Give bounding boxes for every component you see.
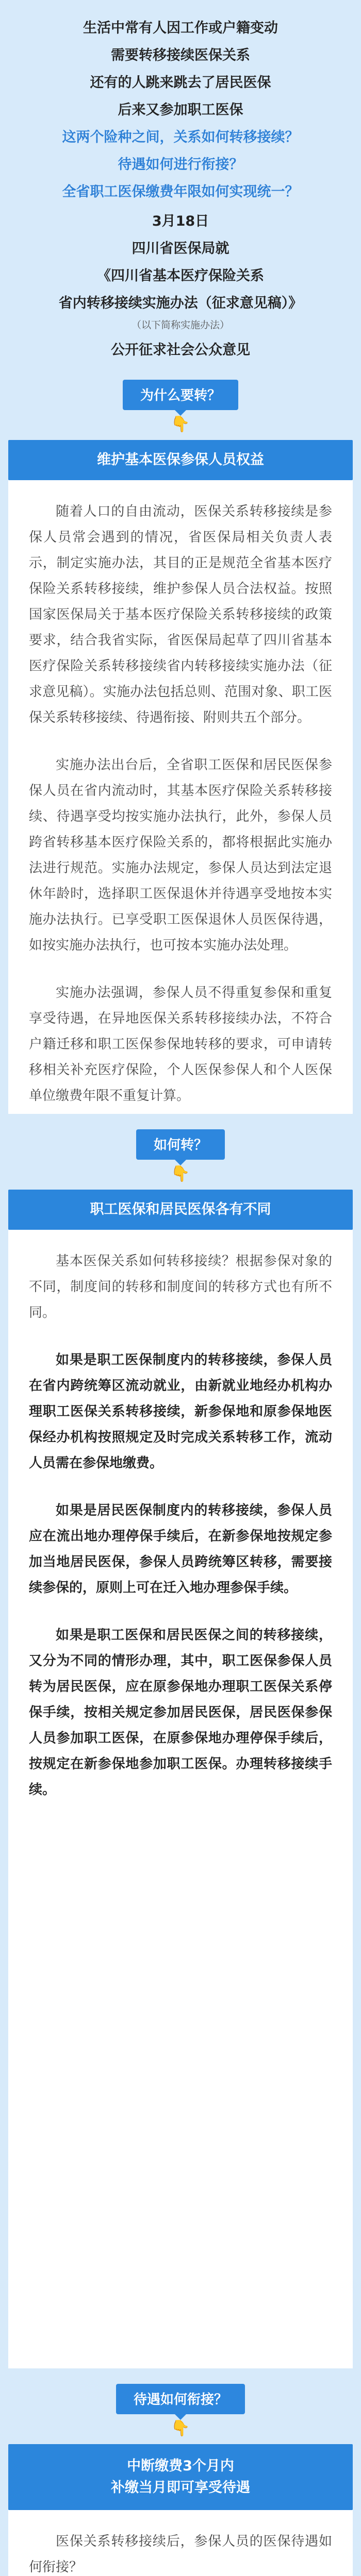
intro-note: （以下简称实施办法） <box>131 319 229 331</box>
section-band: 职工医保和居民医保各有不同 <box>8 1190 353 1230</box>
paragraph: 实施办法强调，参保人员不得重复参保和重复享受待遇，在异地医保关系转移接续办法，不符合户籍迁移和职工医保参保地转移的要求，可申请转移相关补充医疗保险，个人医保参保人和个人医保单位缴费年限不重复计算。 <box>29 985 332 1104</box>
section-how <box>0 1129 361 2368</box>
intro-line: 生活中常有人因工作或户籍变动 <box>83 20 278 36</box>
section-heading <box>0 2384 361 2440</box>
section-band: 中断缴费3个月内 补缴当月即可享受待遇 <box>8 2444 353 2510</box>
section-card <box>8 480 353 1114</box>
section-tag: 待遇如何衔接？ <box>116 2384 245 2414</box>
paragraph: 如果是职工医保制度内的转移接续，参保人员在省内跨统筹区流动就业，由新就业地经办机构办理职工医保关系转移接续，新参保地和原参保地医保经办机构按照规定及时完成关系转移工作，流动人员需在参保地缴费。 <box>29 1352 332 1471</box>
section-benefits <box>0 2384 361 2576</box>
intro-issuer: 四川省医保局就 <box>132 241 229 257</box>
intro-question: 待遇如何进行衔接？ <box>118 157 243 173</box>
intro-footer: 公开征求社会公众意见 <box>111 342 250 358</box>
intro-doc-title-2: 省内转移接续实施办法（征求意见稿）》 <box>58 295 303 311</box>
section-card <box>8 1230 353 2368</box>
paragraph: 实施办法出台后，全省职工医保和居民医保参保人员在省内流动时，其基本医疗保险关系转移接续、待遇享受均按实施办法执行，此外，参保人员跨省转移基本医疗保险关系的，都将根据此实施办法进行规范。实施办法规定，参保人员达到法定退休年龄时，选择职工医保退休并待遇享受地按本实施办法执行。已享受职工医保退休人员医保待遇，如按实施办法执行，也可按本实施办法处理。 <box>29 757 332 953</box>
section-band: 维护基本医保参保人员权益 <box>8 440 353 480</box>
intro-line: 还有的人跳来跳去了居民医保 <box>90 75 271 91</box>
section-tag: 如何转？ <box>136 1129 225 1160</box>
paragraph: 医保关系转移接续后，参保人员的医保待遇如何衔接？ <box>29 2534 332 2575</box>
intro-question: 这两个险种之间，关系如何转移接续？ <box>62 129 299 145</box>
intro-date: 3月18日 <box>152 213 209 229</box>
intro-line: 后来又参加职工医保 <box>118 102 243 118</box>
section-card <box>8 2510 353 2576</box>
pointing-hand-icon: 👇 <box>171 415 190 433</box>
section-heading <box>0 380 361 436</box>
paragraph: 如果是居民医保制度内的转移接续，参保人员应在流出地办理停保手续后，在新参保地按规定参加当地居民医保，参保人员跨统筹区转移，需要接续参保的，原则上可在迁入地办理参保手续。 <box>29 1503 332 1596</box>
paragraph: 随着人口的自由流动，医保关系转移接续是参保人员常会遇到的情况，省医保局相关负责人表示，制定实施办法，其目的正是规范全省基本医疗保险关系转移接续，维护参保人员合法权益。按照国家医保局关于基本医疗保险关系转移接续的政策要求，结合我省实际，省医保局起草了四川省基本医疗保险关系转移接续省内转移接续实施办法（征求意见稿）。实施办法包括总则、范围对象、职工医保关系转移接续、待遇衔接、附则共五个部分。 <box>29 504 332 725</box>
paragraph: 如果是职工医保和居民医保之间的转移接续，又分为不同的情形办理，其中，职工医保参保人员转为居民医保，应在原参保地办理职工医保关系停保手续，按相关规定参加居民医保，居民医保参保人员参加职工医保，在原参保地办理停保手续后，按规定在新参保地参加职工医保。办理转移接续手续。 <box>29 1628 332 1798</box>
section-tag: 为什么要转？ <box>123 380 238 410</box>
paragraph: 基本医保关系如何转移接续？根据参保对象的不同，制度间的转移和制度间的转移方式也有所不同。 <box>29 1253 332 1320</box>
intro-question: 全省职工医保缴费年限如何实现统一？ <box>62 184 299 200</box>
section-why <box>0 380 361 1114</box>
intro-line: 需要转移接续医保关系 <box>111 47 250 63</box>
pointing-hand-icon: 👇 <box>171 1165 190 1183</box>
pointing-hand-icon: 👇 <box>171 2419 190 2437</box>
intro-block <box>0 0 361 365</box>
intro-doc-title: 《四川省基本医疗保险关系 <box>97 268 264 284</box>
section-heading <box>0 1129 361 1185</box>
